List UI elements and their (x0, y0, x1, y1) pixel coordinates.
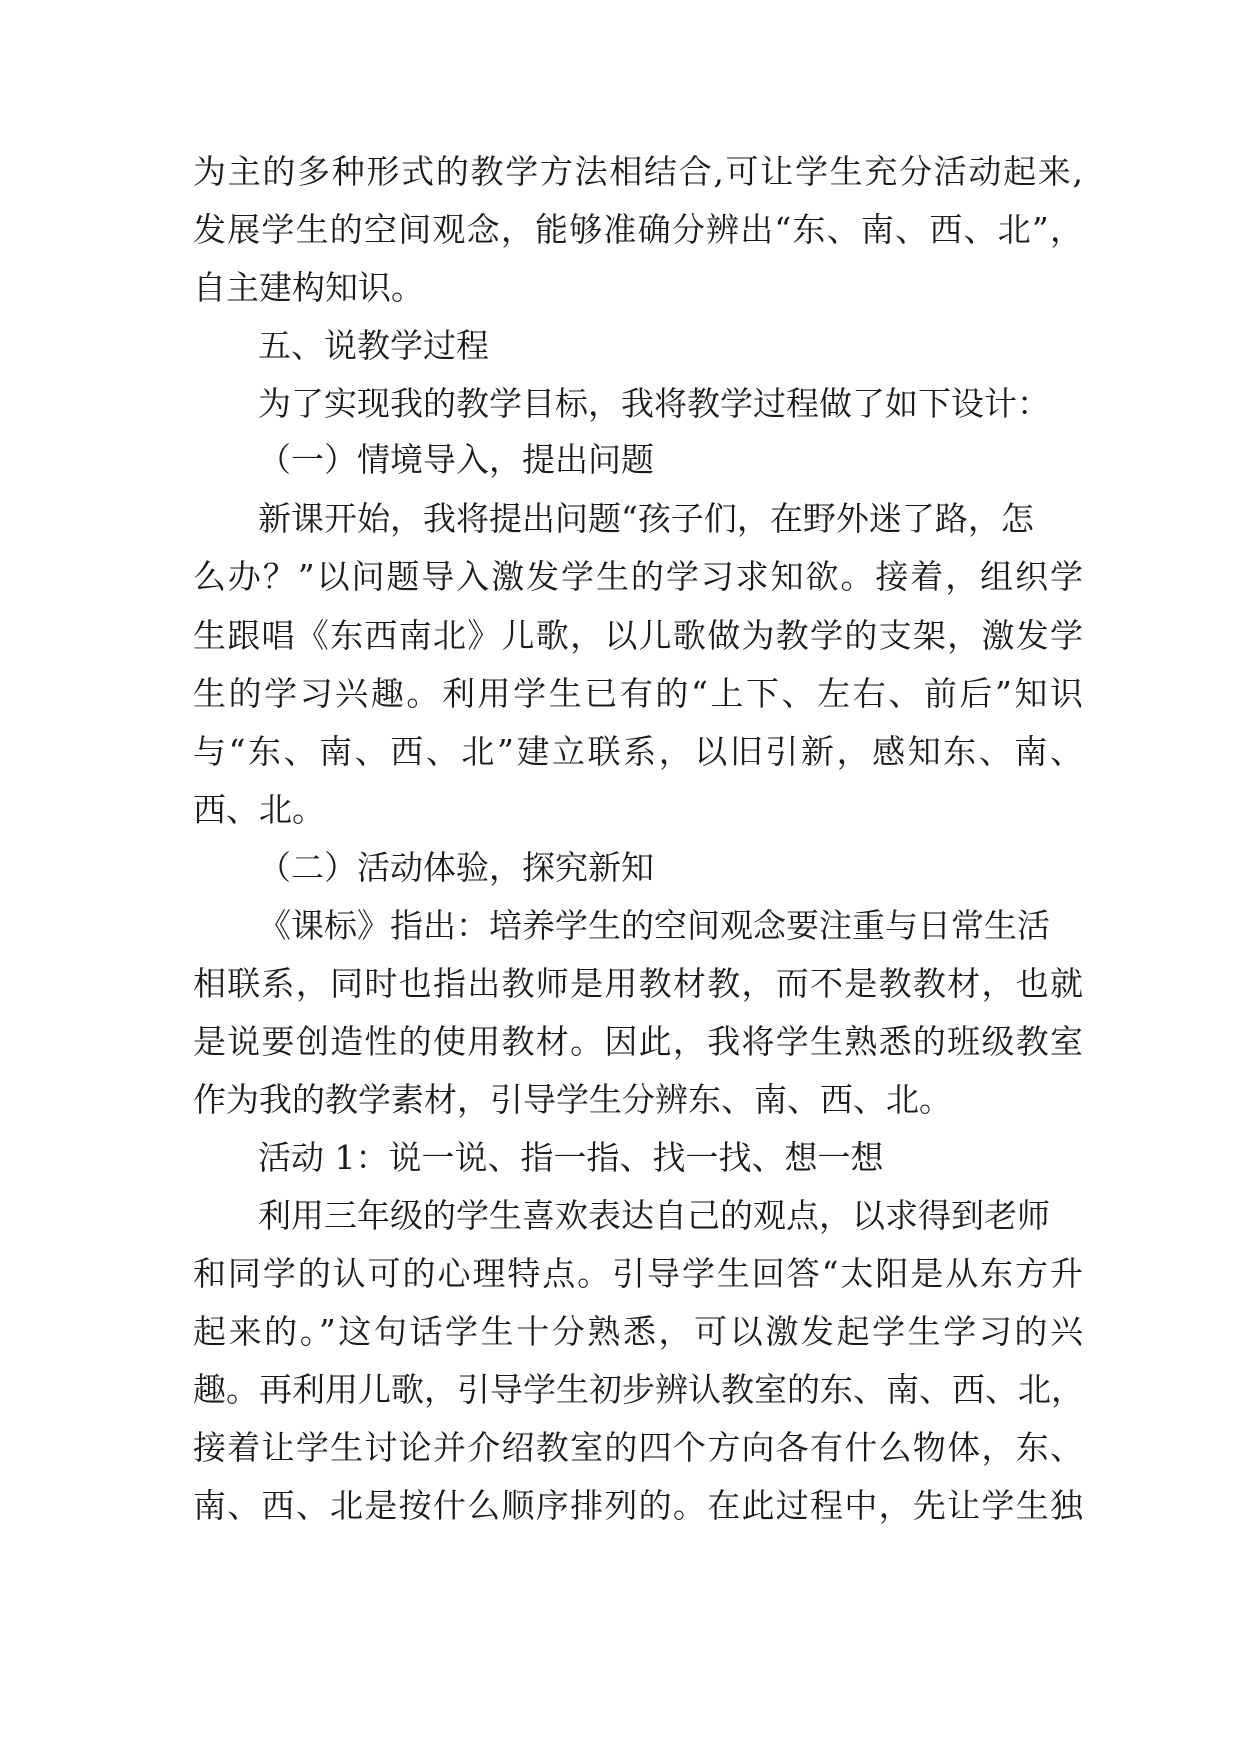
text-line: 新课开始，我将提出问题“孩子们，在野外迷了路，怎 (258, 499, 1034, 538)
text-line: 和同学的认可的心理特点。引导学生回答“太阳是从东方升 (193, 1254, 1083, 1293)
text-line: 利用三年级的学生喜欢表达自己的观点，以求得到老师 (258, 1196, 1050, 1235)
text-line: 南、西、北是按什么顺序排列的。在此过程中，先让学生独 (193, 1486, 1083, 1525)
text-line: 生的学习兴趣。利用学生已有的“上下、左右、前后”知识 (193, 674, 1083, 713)
text-line: 西、北。 (193, 790, 325, 829)
text-line: 生跟唱《东西南北》儿歌，以儿歌做为教学的支架，激发学 (193, 616, 1083, 655)
text-line: 接着让学生讨论并介绍教室的四个方向各有什么物体，东、 (193, 1428, 1083, 1467)
section-heading: 五、说教学过程 (258, 326, 489, 365)
subsection-heading: （一）情境导入，提出问题 (258, 440, 654, 479)
text-line: 为了实现我的教学目标，我将教学过程做了如下设计： (258, 384, 1050, 423)
text-line: 相联系，同时也指出教师是用教材教，而不是教教材，也就 (193, 964, 1083, 1003)
text-line: 《课标》指出：培养学生的空间观念要注重与日常生活 (258, 906, 1050, 945)
subsection-heading: （二）活动体验，探究新知 (258, 848, 654, 887)
text-line: 趣。再利用儿歌，引导学生初步辨认教室的东、南、西、北， (193, 1370, 1084, 1409)
text-line: 发展学生的空间观念，能够准确分辨出“东、南、西、北”， (193, 210, 1083, 249)
text-line: 是说要创造性的使用教材。因此，我将学生熟悉的班级教室 (193, 1022, 1083, 1061)
text-line: 作为我的教学素材，引导学生分辨东、南、西、北。 (193, 1080, 952, 1119)
text-line: 为主的多种形式的教学方法相结合,可让学生充分活动起来, (193, 152, 1083, 191)
activity-heading: 活动 1：说一说、指一指、找一找、想一想 (258, 1138, 884, 1177)
text-line: 与“东、南、西、北”建立联系，以旧引新，感知东、南、 (193, 732, 1083, 771)
text-line: 自主建构知识。 (193, 268, 424, 307)
text-line: 么办？”以问题导入激发学生的学习求知欲。接着，组织学 (193, 557, 1083, 596)
text-line: 起来的。”这句话学生十分熟悉，可以激发起学生学习的兴 (193, 1312, 1083, 1351)
